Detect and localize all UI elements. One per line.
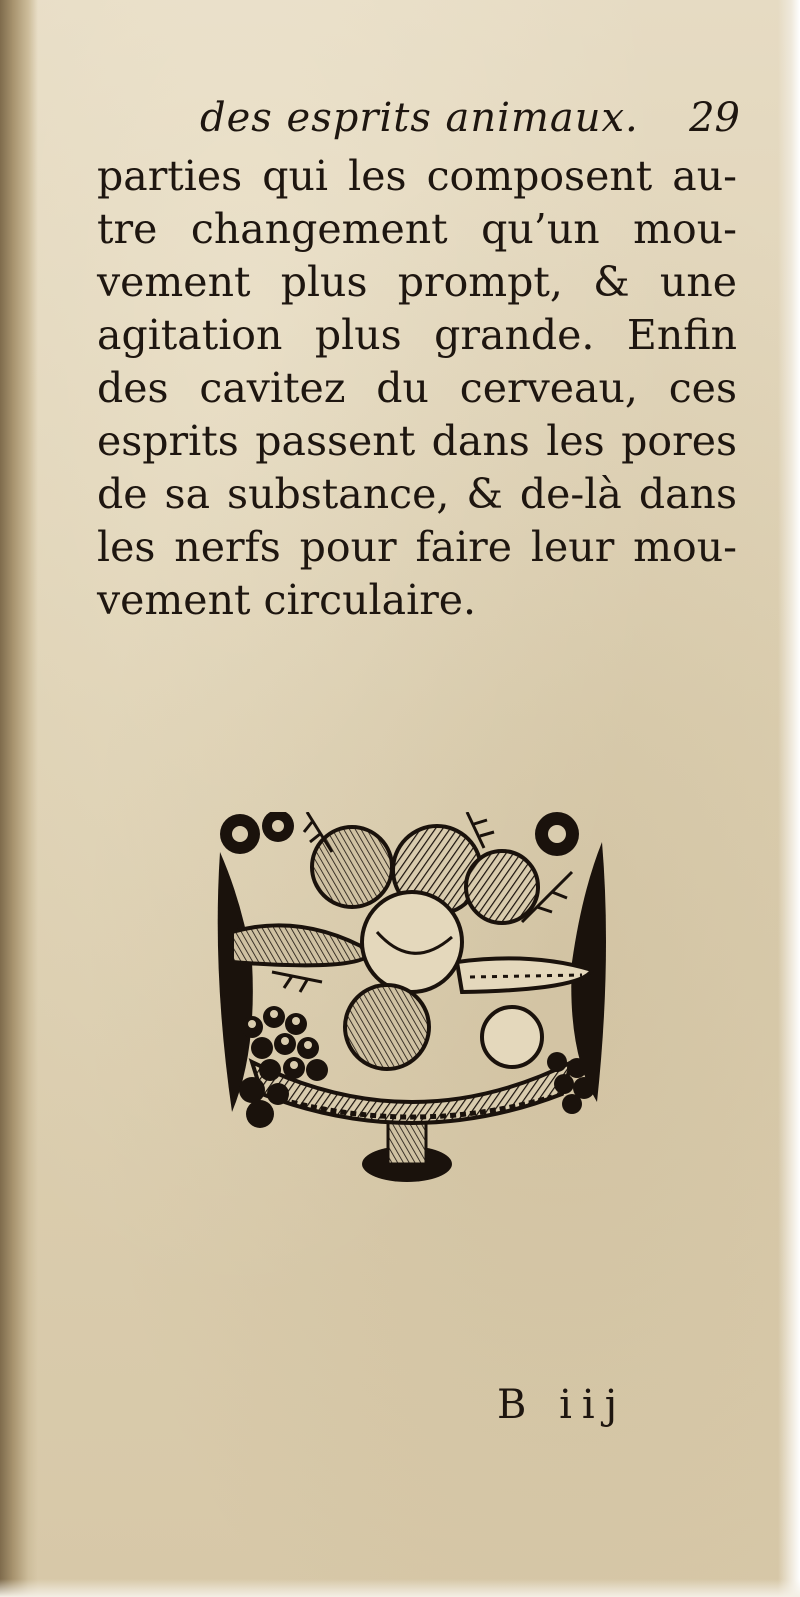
text-line: vement plus prompt, & une	[97, 258, 737, 306]
body-paragraph	[97, 150, 737, 627]
signature-mark: B iij	[497, 1382, 628, 1428]
text-line: agitation plus grande. Enfin	[97, 311, 737, 359]
running-head: des esprits animaux.	[200, 95, 639, 141]
text-line: parties qui les composent au-	[97, 152, 737, 200]
text-line: vement circulaire.	[97, 576, 477, 624]
page-bottom-edge	[0, 1579, 800, 1597]
text-line: de sa substance, & de-là dans	[97, 470, 737, 518]
page-header	[200, 95, 740, 155]
book-spine-shadow	[0, 0, 38, 1597]
text-line: esprits passent dans les pores	[97, 417, 737, 465]
text-line: les nerfs pour faire leur mou-	[97, 523, 737, 571]
text-line: tre changement qu’un mou-	[97, 205, 737, 253]
text-line: des cavitez du cerveau, ces	[97, 364, 737, 412]
page-right-edge	[778, 0, 800, 1597]
fruit-basket-woodcut-icon	[212, 812, 612, 1202]
page-number: 29	[689, 95, 740, 141]
